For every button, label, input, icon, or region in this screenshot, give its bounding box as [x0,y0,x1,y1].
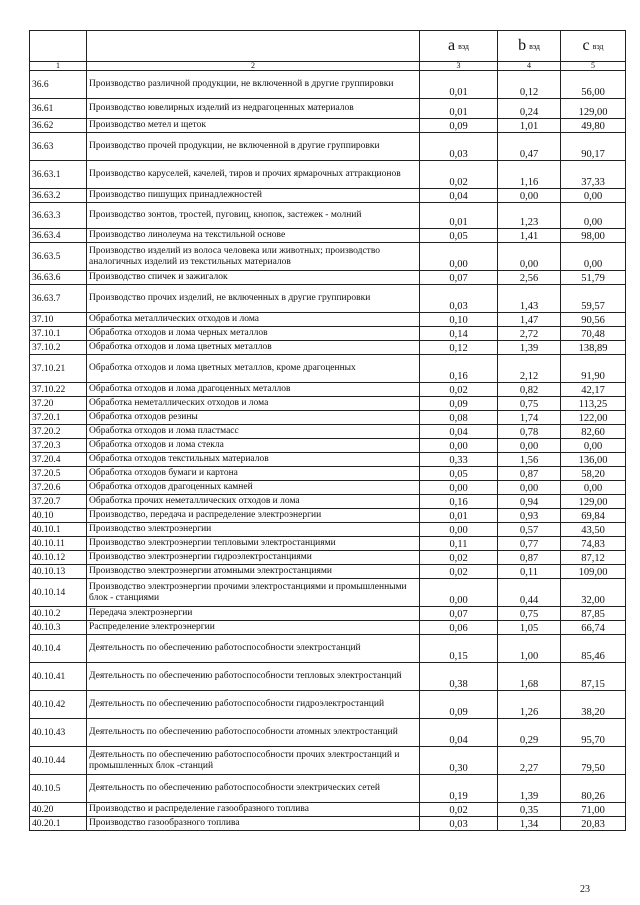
row-c-value: 56,00 [561,71,626,99]
table-row [30,355,626,383]
row-code: 40.10.43 [30,719,87,747]
header-row [30,31,626,62]
row-a-value: 0,07 [420,271,498,285]
table-row [30,119,626,133]
row-code: 36.6 [30,71,87,99]
row-a-value: 0,04 [420,425,498,439]
row-a-value: 0,03 [420,133,498,161]
row-a-value: 0,02 [420,161,498,189]
row-code: 37.10.22 [30,383,87,397]
row-name: Производство изделий из волоса человека или животных; производство аналогичных изделий из текстильных материалов [87,243,420,271]
row-c-value: 0,00 [561,481,626,495]
row-c-value: 95,70 [561,719,626,747]
table-row [30,243,626,271]
row-a-value: 0,01 [420,509,498,523]
row-code: 36.63 [30,133,87,161]
row-name: Производство ювелирных изделий из недрагоценных материалов [87,99,420,119]
row-a-value: 0,00 [420,579,498,607]
row-name: Обработка отходов и лома цветных металлов [87,341,420,355]
row-a-value: 0,09 [420,397,498,411]
row-b-value: 0,75 [498,607,561,621]
row-name: Обработка отходов и лома пластмасс [87,425,420,439]
row-name: Обработка неметаллических отходов и лома [87,397,420,411]
row-code: 36.62 [30,119,87,133]
row-name: Обработка отходов и лома цветных металлов, кроме драгоценных [87,355,420,383]
row-code: 37.20.3 [30,439,87,453]
row-c-value: 0,00 [561,189,626,203]
row-c-value: 51,79 [561,271,626,285]
table-row [30,439,626,453]
table-row [30,607,626,621]
row-b-value: 1,47 [498,313,561,327]
row-a-value: 0,02 [420,551,498,565]
row-name: Производство газообразного топлива [87,817,420,831]
row-b-value: 1,01 [498,119,561,133]
row-a-value: 0,16 [420,495,498,509]
row-c-value: 129,00 [561,99,626,119]
row-c-value: 0,00 [561,243,626,271]
row-b-value: 0,00 [498,481,561,495]
row-a-value: 0,10 [420,313,498,327]
row-b-value: 1,43 [498,285,561,313]
header-a: a $_{вэд}$ [420,31,498,62]
row-c-value: 43,50 [561,523,626,537]
row-b-value: 0,12 [498,71,561,99]
row-name: Обработка отходов и лома черных металлов [87,327,420,341]
row-name: Производство электроэнергии гидроэлектростанциями [87,551,420,565]
row-a-value: 0,04 [420,189,498,203]
row-c-value: 37,33 [561,161,626,189]
row-a-value: 0,02 [420,803,498,817]
row-name: Производство метел и щеток [87,119,420,133]
row-name: Производство пишущих принадлежностей [87,189,420,203]
row-c-value: 74,83 [561,537,626,551]
row-a-value: 0,14 [420,327,498,341]
row-c-value: 49,80 [561,119,626,133]
row-name: Деятельность по обеспечению работоспособности атомных электростанций [87,719,420,747]
table-row [30,481,626,495]
row-name: Распределение электроэнергии [87,621,420,635]
table-row [30,327,626,341]
row-a-value: 0,05 [420,467,498,481]
row-c-value: 42,17 [561,383,626,397]
row-name: Деятельность по обеспечению работоспособности гидроэлектростанций [87,691,420,719]
coefficients-table [29,30,626,831]
row-a-value: 0,02 [420,383,498,397]
row-c-value: 85,46 [561,635,626,663]
row-b-value: 0,87 [498,551,561,565]
row-code: 37.20.2 [30,425,87,439]
row-code: 36.63.1 [30,161,87,189]
table-row [30,229,626,243]
row-c-value: 70,48 [561,327,626,341]
row-a-value: 0,06 [420,621,498,635]
row-c-value: 122,00 [561,411,626,425]
row-b-value: 2,72 [498,327,561,341]
table-row [30,467,626,481]
row-name: Обработка металлических отходов и лома [87,313,420,327]
row-code: 36.63.6 [30,271,87,285]
row-c-value: 66,74 [561,621,626,635]
row-c-value: 59,57 [561,285,626,313]
row-code: 40.20 [30,803,87,817]
row-code: 36.63.4 [30,229,87,243]
column-number: 1 [30,62,87,71]
row-name: Производство различной продукции, не включенной в другие группировки [87,71,420,99]
row-code: 40.20.1 [30,817,87,831]
row-a-value: 0,12 [420,341,498,355]
row-c-value: 38,20 [561,691,626,719]
row-code: 37.20.1 [30,411,87,425]
row-b-value: 1,23 [498,203,561,229]
row-name: Обработка отходов резины [87,411,420,425]
row-c-value: 0,00 [561,203,626,229]
row-b-value: 0,47 [498,133,561,161]
row-a-value: 0,33 [420,453,498,467]
row-name: Обработка отходов драгоценных камней [87,481,420,495]
row-a-value: 0,16 [420,355,498,383]
row-b-value: 2,27 [498,747,561,775]
row-a-value: 0,09 [420,119,498,133]
row-a-value: 0,03 [420,285,498,313]
row-name: Обработка отходов текстильных материалов [87,453,420,467]
row-code: 40.10.11 [30,537,87,551]
row-b-value: 0,29 [498,719,561,747]
row-code: 37.10.1 [30,327,87,341]
row-b-value: 1,00 [498,635,561,663]
row-b-value: 1,05 [498,621,561,635]
row-c-value: 71,00 [561,803,626,817]
row-name: Производство линолеума на текстильной основе [87,229,420,243]
row-a-value: 0,07 [420,607,498,621]
table-row [30,189,626,203]
table-row [30,71,626,99]
row-a-value: 0,11 [420,537,498,551]
table-row [30,775,626,803]
table-row [30,719,626,747]
row-c-value: 87,12 [561,551,626,565]
row-b-value: 0,44 [498,579,561,607]
row-code: 40.10.14 [30,579,87,607]
table-row [30,509,626,523]
row-code: 37.10.2 [30,341,87,355]
row-a-value: 0,05 [420,229,498,243]
column-number: 4 [498,62,561,71]
row-a-value: 0,08 [420,411,498,425]
table-row [30,411,626,425]
row-b-value: 2,56 [498,271,561,285]
row-a-value: 0,00 [420,243,498,271]
row-code: 37.20 [30,397,87,411]
table-row [30,453,626,467]
row-name: Деятельность по обеспечению работоспособности прочих электростанций и промышленных блок -станций [87,747,420,775]
table-row [30,397,626,411]
table-row [30,203,626,229]
row-code: 40.10.44 [30,747,87,775]
table-row [30,133,626,161]
table-row [30,551,626,565]
row-c-value: 87,85 [561,607,626,621]
row-b-value: 0,78 [498,425,561,439]
table-row [30,383,626,397]
row-name: Обработка отходов бумаги и картона [87,467,420,481]
table-row [30,99,626,119]
row-name: Обработка прочих неметаллических отходов и лома [87,495,420,509]
row-b-value: 1,56 [498,453,561,467]
column-number: 3 [420,62,498,71]
row-a-value: 0,01 [420,203,498,229]
table-row [30,271,626,285]
row-c-value: 87,15 [561,663,626,691]
row-name: Обработка отходов и лома стекла [87,439,420,453]
row-c-value: 129,00 [561,495,626,509]
table-row [30,817,626,831]
table-row [30,663,626,691]
row-name: Производство прочих изделий, не включенных в другие группировки [87,285,420,313]
row-c-value: 113,25 [561,397,626,411]
row-a-value: 0,38 [420,663,498,691]
row-name: Производство зонтов, тростей, пуговиц, кнопок, застежек - молний [87,203,420,229]
header-code [30,31,87,62]
row-c-value: 138,89 [561,341,626,355]
table-row [30,579,626,607]
row-c-value: 136,00 [561,453,626,467]
row-name: Деятельность по обеспечению работоспособности тепловых электростанций [87,663,420,691]
row-a-value: 0,01 [420,99,498,119]
table-row [30,803,626,817]
row-a-value: 0,19 [420,775,498,803]
row-b-value: 1,68 [498,663,561,691]
row-b-value: 1,39 [498,775,561,803]
row-b-value: 1,16 [498,161,561,189]
row-code: 40.10.41 [30,663,87,691]
table-row [30,565,626,579]
row-code: 40.10.1 [30,523,87,537]
row-a-value: 0,00 [420,523,498,537]
row-code: 40.10 [30,509,87,523]
row-code: 40.10.12 [30,551,87,565]
row-c-value: 20,83 [561,817,626,831]
row-a-value: 0,01 [420,71,498,99]
row-c-value: 79,50 [561,747,626,775]
row-b-value: 0,87 [498,467,561,481]
page-number: 23 [580,884,590,895]
column-number: 2 [87,62,420,71]
table-row [30,313,626,327]
row-b-value: 0,77 [498,537,561,551]
row-code: 37.20.4 [30,453,87,467]
row-name: Производство спичек и зажигалок [87,271,420,285]
row-code: 37.20.6 [30,481,87,495]
row-c-value: 98,00 [561,229,626,243]
row-c-value: 109,00 [561,565,626,579]
row-c-value: 91,90 [561,355,626,383]
row-name: Обработка отходов и лома драгоценных металлов [87,383,420,397]
row-code: 37.20.7 [30,495,87,509]
row-c-value: 80,26 [561,775,626,803]
row-name: Передача электроэнергии [87,607,420,621]
row-code: 40.10.2 [30,607,87,621]
row-code: 40.10.13 [30,565,87,579]
row-name: Производство электроэнергии тепловыми электростанциями [87,537,420,551]
row-b-value: 0,11 [498,565,561,579]
row-b-value: 2,12 [498,355,561,383]
row-code: 40.10.42 [30,691,87,719]
row-b-value: 1,41 [498,229,561,243]
row-b-value: 0,82 [498,383,561,397]
row-b-value: 0,57 [498,523,561,537]
row-name: Производство, передача и распределение электроэнергии [87,509,420,523]
table-row [30,161,626,189]
row-code: 37.20.5 [30,467,87,481]
row-name: Производство и распределение газообразного топлива [87,803,420,817]
header-name [87,31,420,62]
row-a-value: 0,15 [420,635,498,663]
row-code: 36.63.3 [30,203,87,229]
row-code: 40.10.3 [30,621,87,635]
table-row [30,495,626,509]
row-b-value: 1,26 [498,691,561,719]
row-a-value: 0,00 [420,481,498,495]
row-b-value: 1,74 [498,411,561,425]
table-row [30,341,626,355]
row-name: Производство каруселей, качелей, тиров и прочих ярмарочных аттракционов [87,161,420,189]
header-b: b $_{вэд}$ [498,31,561,62]
row-name: Производство электроэнергии прочими электростанциями и промышленными блок - станциями [87,579,420,607]
row-code: 37.10 [30,313,87,327]
row-code: 40.10.4 [30,635,87,663]
table-row [30,523,626,537]
table-row [30,425,626,439]
row-c-value: 69,84 [561,509,626,523]
row-c-value: 32,00 [561,579,626,607]
row-a-value: 0,04 [420,719,498,747]
column-number: 5 [561,62,626,71]
row-a-value: 0,02 [420,565,498,579]
row-a-value: 0,30 [420,747,498,775]
header-c: c $_{вэд}$ [561,31,626,62]
row-b-value: 0,75 [498,397,561,411]
row-c-value: 0,00 [561,439,626,453]
row-name: Производство электроэнергии атомными электростанциями [87,565,420,579]
row-b-value: 1,34 [498,817,561,831]
row-c-value: 82,60 [561,425,626,439]
table-row [30,621,626,635]
row-name: Деятельность по обеспечению работоспособности электростанций [87,635,420,663]
row-c-value: 58,20 [561,467,626,481]
row-c-value: 90,17 [561,133,626,161]
row-b-value: 0,93 [498,509,561,523]
table-row [30,691,626,719]
row-code: 36.63.7 [30,285,87,313]
row-b-value: 0,00 [498,189,561,203]
row-code: 36.61 [30,99,87,119]
row-b-value: 0,35 [498,803,561,817]
row-a-value: 0,00 [420,439,498,453]
row-name: Производство прочей продукции, не включенной в другие группировки [87,133,420,161]
row-b-value: 0,00 [498,243,561,271]
row-code: 36.63.5 [30,243,87,271]
row-b-value: 0,00 [498,439,561,453]
row-b-value: 0,24 [498,99,561,119]
table-row [30,747,626,775]
row-c-value: 90,56 [561,313,626,327]
table-row [30,285,626,313]
row-a-value: 0,03 [420,817,498,831]
table-row [30,537,626,551]
table-row [30,635,626,663]
row-b-value: 0,94 [498,495,561,509]
row-name: Производство электроэнергии [87,523,420,537]
column-number-row [30,62,626,71]
row-code: 40.10.5 [30,775,87,803]
row-code: 37.10.21 [30,355,87,383]
row-name: Деятельность по обеспечению работоспособности электрических сетей [87,775,420,803]
row-b-value: 1,39 [498,341,561,355]
row-a-value: 0,09 [420,691,498,719]
row-code: 36.63.2 [30,189,87,203]
